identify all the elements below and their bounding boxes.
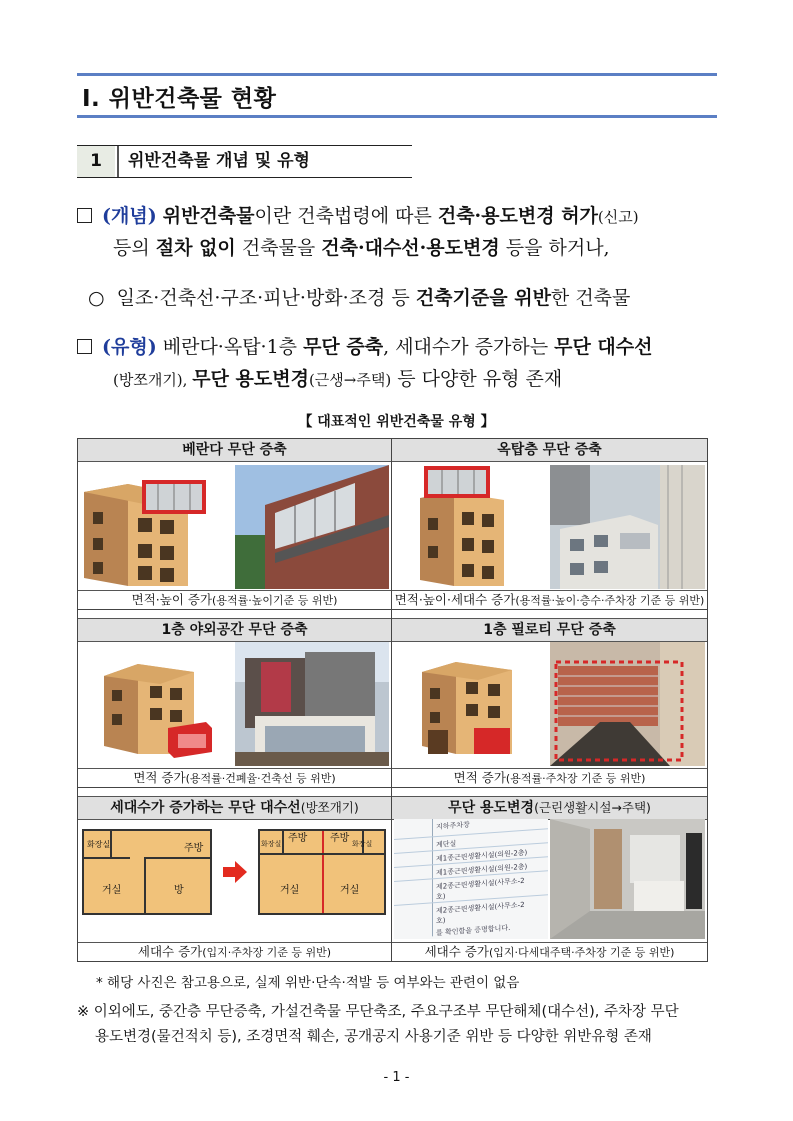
floorplan-label-room: 방 [174, 885, 184, 896]
illustration-rooftop-extension [392, 462, 546, 590]
figure-caption: 【 대표적인 위반건축물 유형 】 [298, 414, 495, 430]
floorplan-before [82, 829, 212, 915]
cell-title-rooftop: 옥탑층 무단 증축 [392, 439, 707, 462]
cell-title-piloti: 1층 필로티 무단 증축 [392, 618, 707, 642]
document-line: 제1종근린생활시설(의원-2층) [436, 862, 528, 878]
cell-caption-ground-outdoor: 면적 증가(용적률·건폐율·건축선 등 위반) [78, 768, 391, 787]
cell-caption-piloti: 면적 증가(용적률·주차장 기준 등 위반) [392, 768, 707, 787]
page-number: - 1 - [383, 1070, 410, 1085]
floorplan-label-kitchen-2: 주방 [330, 833, 350, 844]
document-line: 제2종근린생활시설(사무소-2 [436, 900, 525, 916]
floorplan-label-kitchen-1: 주방 [288, 833, 308, 844]
photo-balcony-extension [235, 465, 389, 589]
section-title: Ⅰ. 위반건축물 현황 [82, 86, 277, 112]
floorplan-label-living-2: 거실 [340, 885, 360, 896]
violation-type-figure [77, 438, 708, 962]
floorplan-label-kitchen: 주방 [184, 843, 204, 854]
photo-rooftop-extension [550, 465, 705, 589]
checkbox-bullet-icon [77, 339, 92, 354]
cell-title-ground-outdoor: 1층 야외공간 무단 증축 [78, 618, 391, 642]
floorplan-label-living-1: 거실 [280, 885, 300, 896]
cell-caption-unit-split: 세대수 증가(입지·주차장 기준 등 위반) [78, 942, 391, 961]
paragraph-standards: ○ 일조·건축선·구조·피난·방화·조경 등 건축기준을 위반한 건축물 [88, 287, 631, 309]
cell-caption-balcony: 면적·높이 증가(용적률·높이기준 등 위반) [78, 590, 391, 609]
illustration-balcony-extension [78, 462, 232, 590]
document-line: 지하주차장 [436, 820, 470, 832]
paragraph-concept: (개념) 위반건축물이란 건축법령에 따른 건축·용도변경 허가(신고) [77, 204, 639, 229]
cell-title-unit-split: 세대수가 증가하는 무단 대수선(방쪼개기) [78, 796, 391, 820]
photo-converted-interior [550, 819, 705, 939]
subsection-rule-bottom [77, 177, 412, 178]
subsection-divider [117, 146, 119, 177]
cell-title-balcony: 베란다 무단 증축 [78, 439, 391, 462]
document-line: 를 확인함을 증명합니다. [436, 923, 511, 938]
floorplan-label-bath-1: 화장실 [261, 840, 282, 848]
title-rule-bottom [77, 115, 717, 118]
footnote-line-1: ※ 이외에도, 중간층 무단증축, 가설건축물 무단축조, 주요구조부 무단해체(대수선), 주차장 무단 [77, 1004, 679, 1020]
cell-title-use-change: 무단 용도변경(근린생활시설→주택) [392, 796, 707, 820]
document-line: 제1종근린생활시설(의원-2층) [436, 848, 528, 864]
checkbox-bullet-icon [77, 208, 92, 223]
document-line: 호) [436, 916, 446, 926]
footnote-line-2: 용도변경(물건적치 등), 조경면적 훼손, 공개공지 사용기준 위반 등 다양한 위반유형 존재 [95, 1029, 652, 1045]
floorplan-label-living: 거실 [102, 885, 122, 896]
subsection-number: 1 [77, 146, 115, 177]
document-line: 제2종근린생활시설(사무소-2 [436, 876, 525, 892]
floorplan-label-bath: 화장실 [87, 840, 111, 849]
illustration-ground-outdoor-extension [78, 642, 232, 766]
cell-caption-use-change: 세대수 증가(입지·다세대주택·주차장 기준 등 위반) [392, 942, 707, 961]
floorplan-label-bath-2: 화장실 [352, 840, 373, 848]
document-line: 호) [436, 892, 446, 902]
photo-ground-outdoor-extension [235, 642, 389, 766]
paragraph-types: (유형) 베란다·옥탑·1층 무단 증축, 세대수가 증가하는 무단 대수선 [77, 335, 653, 359]
photo-building-register-document [394, 819, 548, 939]
floorplan-after [258, 829, 386, 915]
arrow-right-icon [223, 861, 247, 887]
subsection-title: 위반건축물 개념 및 유형 [128, 151, 310, 171]
paragraph-types-line2: (방쪼개기), 무단 용도변경(근생→주택) 등 다양한 유형 존재 [113, 368, 563, 390]
illustration-piloti-extension [392, 642, 546, 766]
title-rule-top [77, 73, 717, 76]
paragraph-concept-line2: 등의 절차 없이 건축물을 건축·대수선·용도변경 등을 하거나, [113, 237, 610, 259]
cell-caption-rooftop: 면적·높이·세대수 증가(용적률·높이·층수·주차장 기준 등 위반) [392, 590, 707, 609]
photo-piloti-extension [550, 642, 705, 766]
document-line: 계단실 [436, 839, 457, 850]
photo-disclaimer-note: * 해당 사진은 참고용으로, 실제 위반·단속·적발 등 여부와는 관련이 없음 [96, 975, 520, 991]
